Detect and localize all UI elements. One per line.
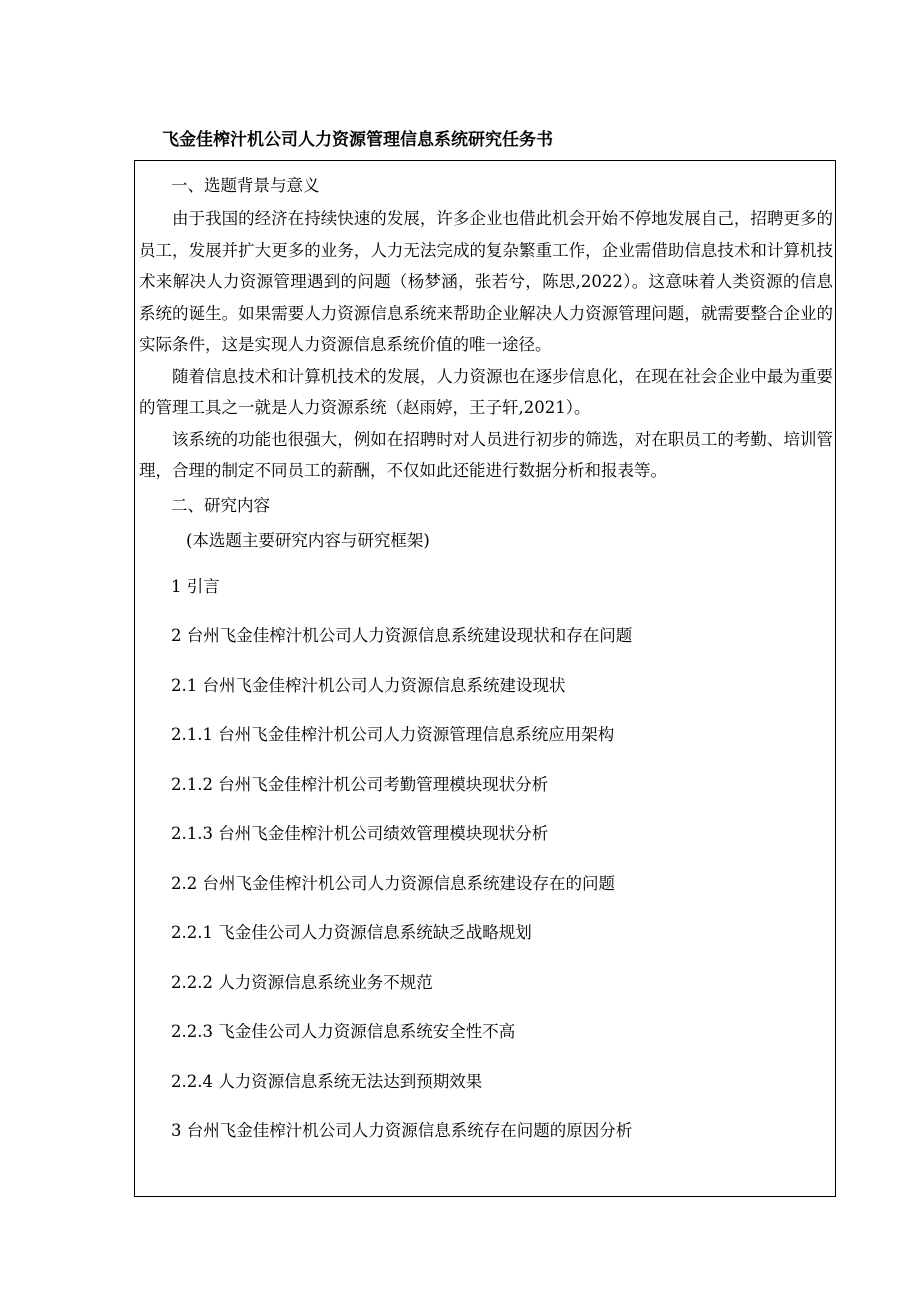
outline-item: 2.2.4 人力资源信息系统无法达到预期效果 xyxy=(171,1071,483,1091)
outline-item: 2.2.1 飞金佳公司人力资源信息系统缺乏战略规划 xyxy=(171,923,532,942)
outline-item: 2.1 台州飞金佳榨汁机公司人力资源信息系统建设现状 xyxy=(171,675,566,695)
outline-item: 1 引言 xyxy=(171,576,220,596)
outline-item: 2 台州飞金佳榨汁机公司人力资源信息系统建设现状和存在问题 xyxy=(171,626,633,645)
document-title: 飞金佳榨汁机公司人力资源管理信息系统研究任务书 xyxy=(162,130,553,150)
outline-item: 2.2.3 飞金佳公司人力资源信息系统安全性不高 xyxy=(171,1022,516,1041)
outline-list xyxy=(139,562,833,1156)
outline-item: 2.1.2 台州飞金佳榨汁机公司考勤管理模块现状分析 xyxy=(171,774,549,794)
background-paragraph-1: 由于我国的经济在持续快速的发展，许多企业也借此机会开始不停地发展自己，招聘更多的员工，发展并扩大更多的业务，人力无法完成的复杂繁重工作，企业需借助信息技术和计算机技术来解决人力资源管理遇到的问题（杨梦涵，张若兮，陈思,2022）。这意味着人类资源的信息系统的诞生。如果需要人力资源信息系统来帮助企业解决人力资源管理问题，就需要整合企业的实际条件，这是实现人力资源信息系统价值的唯一途径。 xyxy=(139,209,833,354)
document-body xyxy=(139,169,833,1156)
outline-item: 2.2 台州飞金佳榨汁机公司人力资源信息系统建设存在的问题 xyxy=(171,873,615,893)
outline-item: 2.1.3 台州飞金佳榨汁机公司绩效管理模块现状分析 xyxy=(171,824,549,843)
background-paragraph-2: 随着信息技术和计算机技术的发展，人力资源也在逐步信息化，在现在社会企业中最为重要的管理工具之一就是人力资源系统（赵雨婷，王子轩,2021）。 xyxy=(139,366,833,417)
outline-item: 2.1.1 台州飞金佳榨汁机公司人力资源管理信息系统应用架构 xyxy=(171,725,615,744)
section-heading-research-content: 二、研究内容 xyxy=(171,495,270,515)
outline-item: 2.2.2 人力资源信息系统业务不规范 xyxy=(171,972,433,992)
background-paragraph-3: 该系统的功能也很强大，例如在招聘时对人员进行初步的筛选，对在职员工的考勤、培训管理，合理的制定不同员工的薪酬，不仅如此还能进行数据分析和报表等。 xyxy=(139,429,833,480)
research-content-note: (本选题主要研究内容与研究框架) xyxy=(186,530,430,550)
section-heading-background: 一、选题背景与意义 xyxy=(171,176,320,195)
outline-item: 3 台州飞金佳榨汁机公司人力资源信息系统存在问题的原因分析 xyxy=(171,1121,633,1140)
